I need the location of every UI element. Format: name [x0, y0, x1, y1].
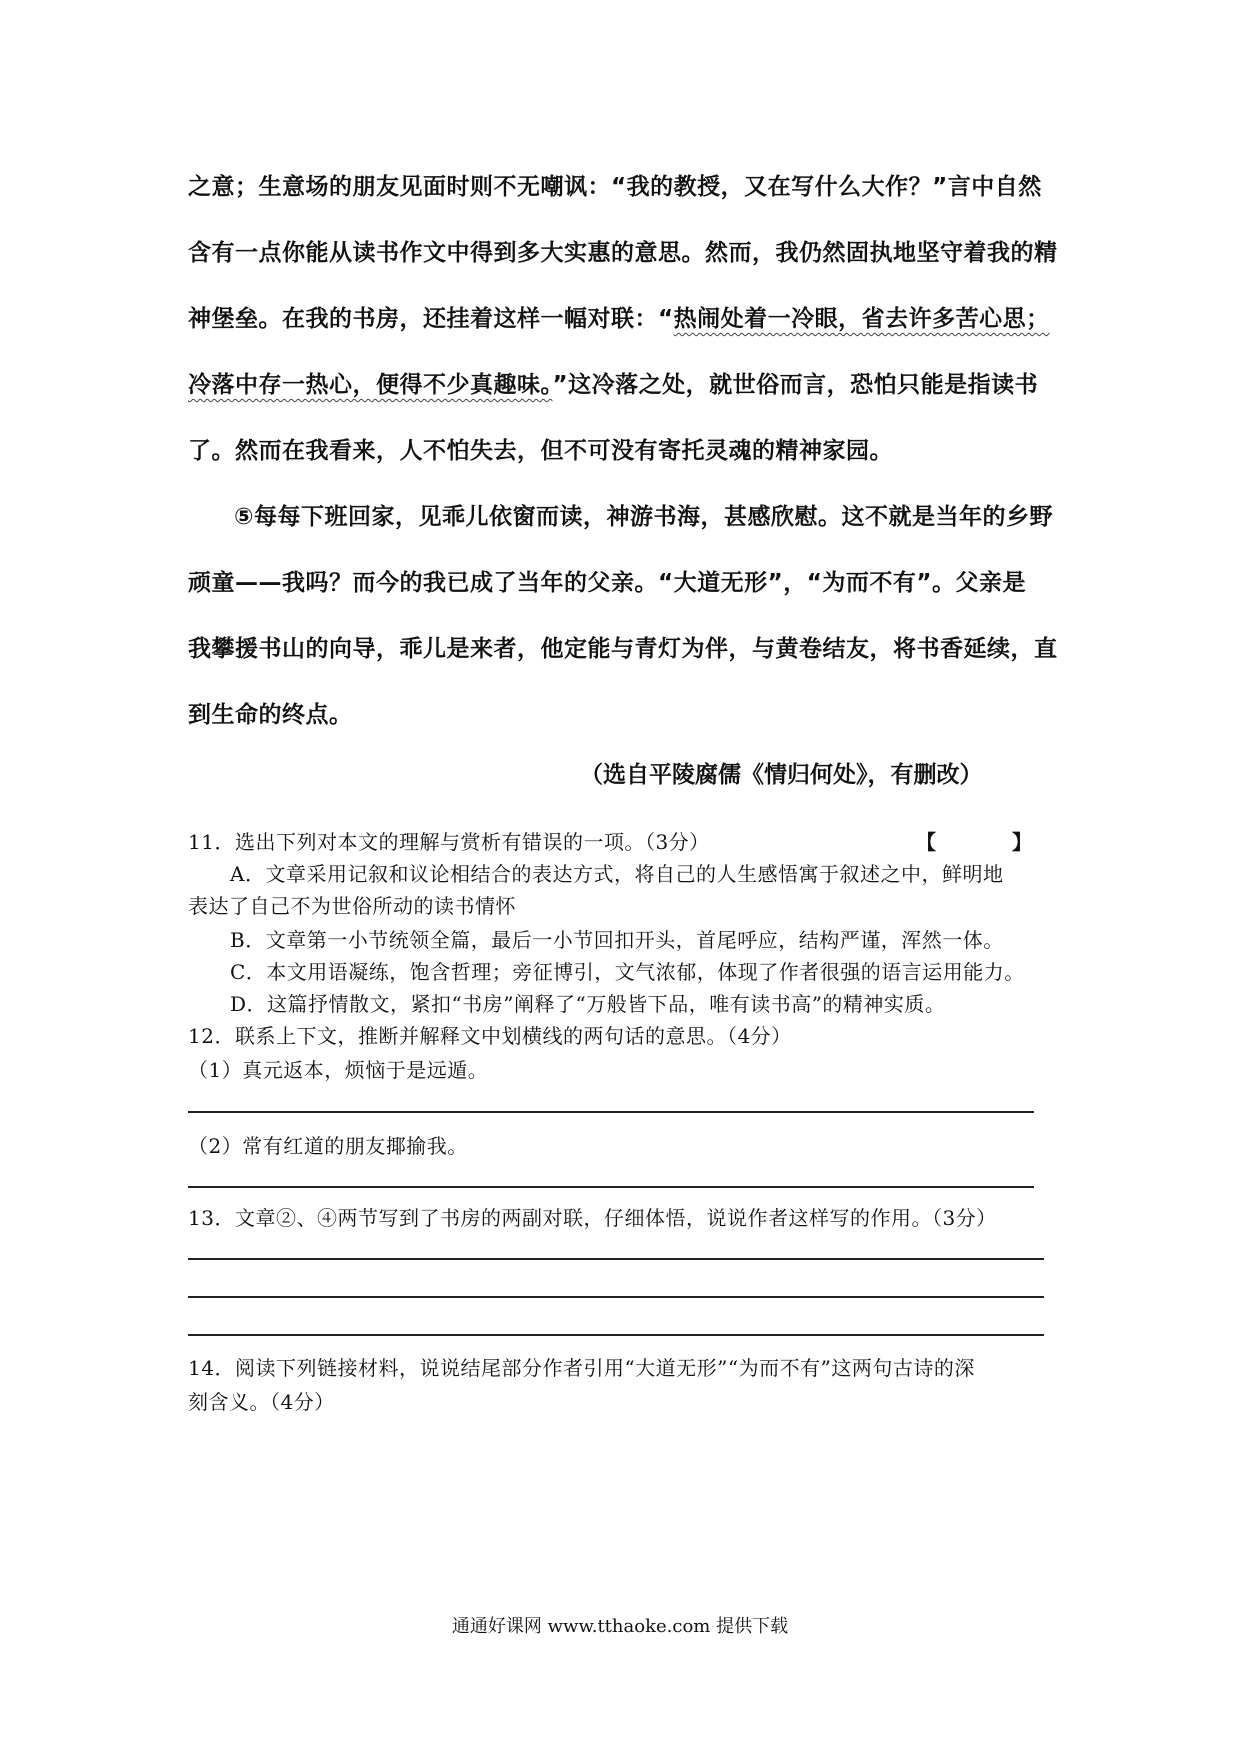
question-12-part-2: （2）常有红道的朋友揶揄我。 — [188, 1134, 468, 1158]
passage-line: 了。然而在我看来，人不怕失去，但不可没有寄托灵魂的精神家园。 — [188, 438, 893, 464]
quote-mark: “ — [658, 306, 674, 332]
question-12-stem: 12．联系上下文，推断并解释文中划横线的两句话的意思。（4分） — [188, 1024, 792, 1048]
answer-line — [188, 1258, 1044, 1260]
question-14-line-1: 14．阅读下列链接材料，说说结尾部分作者引用“大道无形”“为而不有”这两句古诗的深 — [188, 1356, 975, 1380]
passage-line: 到生命的终点。 — [188, 702, 353, 728]
page-footer: 通通好课网 www.tthaoke.com 提供下载 — [451, 1616, 789, 1637]
passage-line — [188, 366, 1038, 399]
question-14-line-2: 刻含义。（4分） — [188, 1390, 335, 1414]
passage-text: 神堡垒。在我的书房，还挂着这样一幅对联： — [188, 306, 658, 332]
passage-line — [188, 300, 1050, 333]
question-13-stem: 13．文章②、④两节写到了书房的两副对联，仔细体悟，说说作者这样写的作用。（3分） — [188, 1206, 997, 1230]
passage-line: 顽童——我吗？而今的我已成了当年的父亲。“大道无形”，“为而不有”。父亲是 — [188, 570, 1026, 596]
question-12-part-1: （1）真元返本，烦恼于是远遁。 — [188, 1058, 489, 1082]
option-c: C．本文用语凝练，饱含哲理；旁征博引，文气浓郁，体现了作者很强的语言运用能力。 — [230, 960, 1025, 984]
passage-line: 含有一点你能从读书作文中得到多大实惠的意思。然而，我仍然固执地坚守着我的精 — [188, 240, 1058, 266]
passage-line: ⑤每每下班回家，见乖儿依窗而读，神游书海，甚感欣慰。这不就是当年的乡野 — [234, 504, 1053, 530]
answer-line — [188, 1186, 1034, 1188]
answer-line — [188, 1296, 1044, 1298]
couplet-line-2: 冷落中存一热心，便得不少真趣味。 — [188, 372, 553, 398]
answer-bracket-left: 【 — [916, 830, 937, 854]
passage-source: （选自平陵腐儒《情归何处》，有删改） — [580, 762, 983, 788]
passage-text: ”这冷落之处，就世俗而言，恐怕只能是指读书 — [552, 372, 1039, 398]
couplet-line-1: 热闹处着一冷眼，省去许多苦心思； — [673, 306, 1050, 332]
answer-bracket-right: 】 — [1012, 830, 1033, 854]
option-a-line-2: 表达了自己不为世俗所动的读书情怀 — [188, 894, 516, 918]
passage-line: 之意；生意场的朋友见面时则不无嘲讽：“我的教授，又在写什么大作？”言中自然 — [188, 174, 1042, 200]
option-b: B．文章第一小节统领全篇，最后一小节回扣开头，首尾呼应，结构严谨，浑然一体。 — [230, 928, 1004, 952]
answer-line — [188, 1334, 1044, 1336]
option-a-line-1: A．文章采用记叙和议论相结合的表达方式，将自己的人生感悟寓于叙述之中，鲜明地 — [230, 862, 1004, 886]
answer-line — [188, 1111, 1034, 1113]
passage-line: 我攀援书山的向导，乖儿是来者，他定能与青灯为伴，与黄卷结友，将书香延续，直 — [188, 636, 1058, 662]
question-11-stem: 11．选出下列对本文的理解与赏析有错误的一项。（3分） — [188, 830, 710, 854]
option-d: D．这篇抒情散文，紧扣“书房”阐释了“万般皆下品，唯有读书高”的精神实质。 — [230, 992, 946, 1016]
